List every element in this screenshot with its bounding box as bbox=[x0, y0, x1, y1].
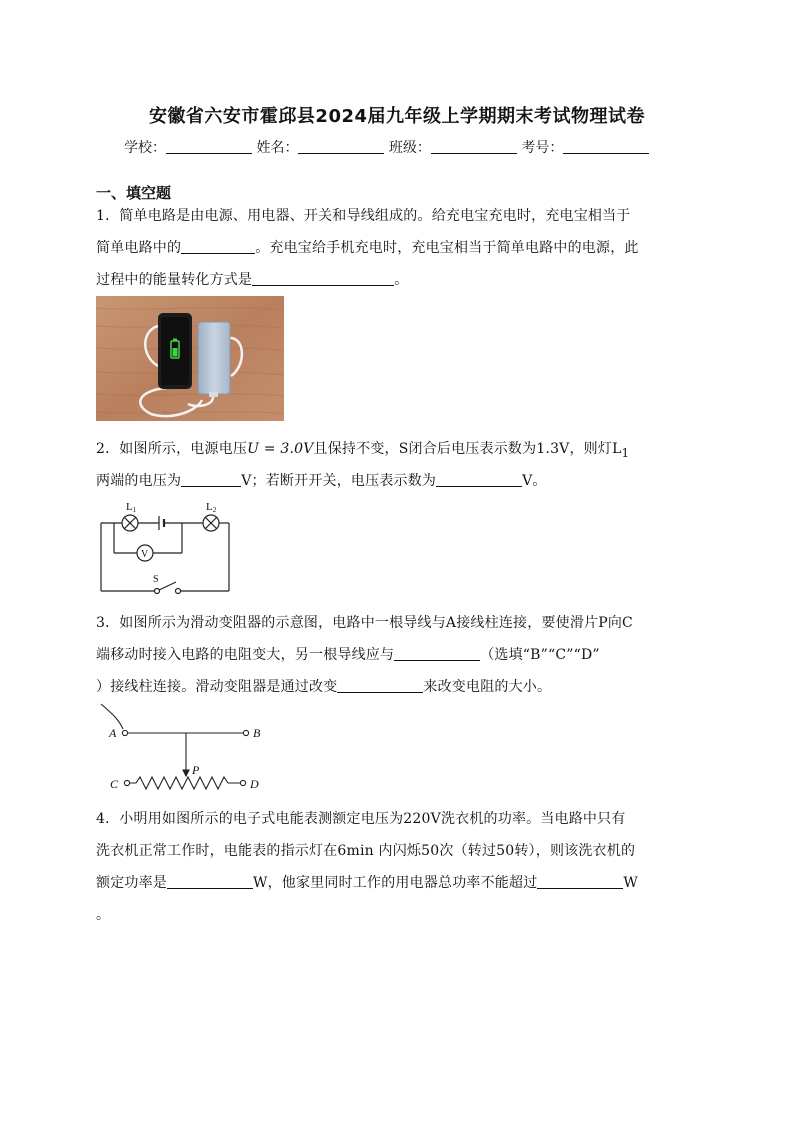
q4-line3 bbox=[96, 872, 638, 892]
class-blank bbox=[431, 139, 517, 154]
q4-blank-1 bbox=[167, 874, 253, 889]
q3-text: （选填“B”“C”“D” bbox=[480, 647, 600, 663]
q1-text: 。 bbox=[394, 272, 409, 288]
fig-label-L2: L2 bbox=[206, 501, 217, 514]
q1-blank-1 bbox=[181, 239, 255, 254]
fig-label-L1: L1 bbox=[126, 501, 137, 514]
terminal-C-label: C bbox=[110, 777, 119, 791]
q3-blank-2 bbox=[337, 678, 423, 693]
q3-text: ）接线柱连接。滑动变阻器是通过改变 bbox=[96, 679, 338, 695]
section-heading: 一、填空题 bbox=[96, 184, 172, 202]
q3-text: 来改变电阻的大小。 bbox=[423, 679, 552, 695]
terminal-B-label: B bbox=[253, 726, 261, 740]
voltmeter-label: V bbox=[141, 549, 149, 560]
q3-line2 bbox=[96, 644, 600, 664]
q4-blank-2 bbox=[537, 874, 623, 889]
q1-text: 过程中的能量转化方式是 bbox=[96, 272, 253, 288]
lamp-subscript: 1 bbox=[621, 445, 630, 460]
q4-text: W，他家里同时工作的用电器总功率不能超过 bbox=[253, 875, 538, 891]
q2-text: 且保持不变，S闭合后电压表示数为1.3V，则灯 bbox=[313, 441, 613, 457]
q2-blank-2 bbox=[436, 472, 522, 487]
circuit-diagram bbox=[96, 496, 236, 596]
name-blank bbox=[298, 139, 384, 154]
page-title: 安徽省六安市霍邱县2024届九年级上学期期末考试物理试卷 bbox=[148, 106, 646, 127]
q2-text: V。 bbox=[522, 473, 547, 489]
power-bank-photo bbox=[96, 296, 284, 421]
q4-text: W bbox=[623, 875, 638, 891]
voltage-formula: U = 3.0V bbox=[247, 441, 314, 457]
lamp-label: L bbox=[612, 441, 622, 457]
q1-text: 简单电路中的 bbox=[96, 240, 182, 256]
slider-P-label: P bbox=[192, 763, 200, 777]
terminal-D-label: D bbox=[250, 777, 259, 791]
q2-text: V；若断开开关，电压表示数为 bbox=[241, 473, 437, 489]
q2-text: 两端的电压为 bbox=[96, 473, 182, 489]
q4-text: 额定功率是 bbox=[96, 875, 167, 891]
q3-line3 bbox=[96, 676, 551, 696]
q1-blank-2 bbox=[252, 271, 394, 286]
q3-text: 端移动时接入电路的电阻变大，另一根导线应与 bbox=[96, 647, 395, 663]
q2-text: 2．如图所示，电源电压 bbox=[96, 441, 248, 457]
class-label: 班级： bbox=[388, 140, 431, 156]
q1-line3 bbox=[96, 269, 408, 289]
q2-line2 bbox=[96, 470, 547, 490]
q2-line1 bbox=[96, 438, 629, 460]
q2-blank-1 bbox=[181, 472, 241, 487]
q3-line1: 3．如图所示为滑动变阻器的示意图，电路中一根导线与A接线柱连接，要使滑片P向C bbox=[96, 615, 633, 631]
q3-blank-1 bbox=[394, 646, 480, 661]
school-label: 学校： bbox=[124, 140, 166, 156]
q1-text: 。充电宝给手机充电时，充电宝相当于简单电路中的电源，此 bbox=[255, 240, 639, 256]
name-label: 姓名： bbox=[256, 140, 299, 156]
q4-line1: 4．小明用如图所示的电子式电能表测额定电压为220V洗衣机的功率。当电路中只有 bbox=[96, 811, 626, 827]
exam-no-blank bbox=[563, 139, 649, 154]
q1-line2 bbox=[96, 237, 639, 257]
switch-label: S bbox=[153, 574, 159, 585]
q4-line2: 洗衣机正常工作时，电能表的指示灯在6min 内闪烁50次（转过50转），则该洗衣机的 bbox=[96, 843, 636, 859]
rheostat-diagram bbox=[96, 700, 276, 798]
exam-no-label: 考号： bbox=[521, 140, 564, 156]
q1-line1: 1．简单电路是由电源、用电器、开关和导线组成的。给充电宝充电时，充电宝相当于 bbox=[96, 208, 631, 224]
school-blank bbox=[166, 139, 252, 154]
terminal-A-label: A bbox=[109, 726, 117, 740]
student-info-row bbox=[124, 137, 649, 157]
q4-line4: 。 bbox=[96, 907, 111, 923]
